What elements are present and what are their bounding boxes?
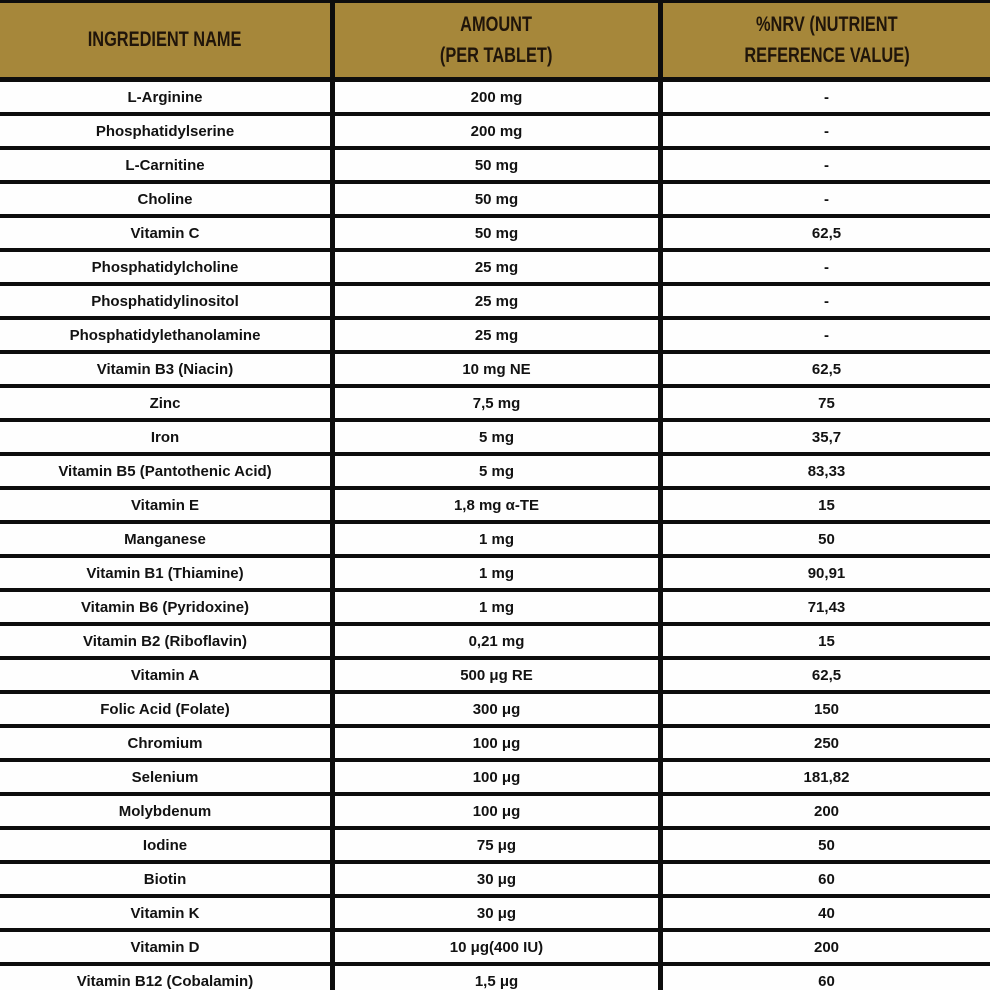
amount-cell: 30 μg xyxy=(330,864,663,894)
ingredient-name-cell: Zinc xyxy=(149,394,181,412)
nrv-cell: 90,91 xyxy=(807,564,846,582)
header-ingredient-name xyxy=(0,3,330,77)
ingredient-name-cell: Folic Acid (Folate) xyxy=(100,700,230,718)
amount-cell: 1 mg xyxy=(330,558,663,588)
header-amount xyxy=(330,3,663,77)
nrv-cell: 71,43 xyxy=(807,598,846,616)
nrv-cell: 150 xyxy=(813,700,840,718)
ingredient-name-cell: Iodine xyxy=(142,836,188,854)
nrv-cell: 200 xyxy=(813,802,840,820)
amount-cell: 500 μg RE xyxy=(330,660,663,690)
table-row xyxy=(0,286,990,320)
header-amount-line1: AMOUNT xyxy=(460,12,533,36)
amount-cell: 50 mg xyxy=(330,218,663,248)
header-ingredient-name-label: INGREDIENT NAME xyxy=(88,28,242,52)
table-row xyxy=(0,150,990,184)
nrv-cell: 75 xyxy=(818,394,835,412)
ingredient-name-cell: Phosphatidylcholine xyxy=(91,258,239,276)
table-row xyxy=(0,184,990,218)
ingredient-name-cell: Phosphatidylinositol xyxy=(91,292,239,310)
table-row xyxy=(0,694,990,728)
table-row xyxy=(0,592,990,626)
ingredient-name-cell: Vitamin E xyxy=(130,496,200,514)
amount-cell: 1,8 mg α-TE xyxy=(330,490,663,520)
ingredient-name-cell: Vitamin B12 (Cobalamin) xyxy=(76,972,254,990)
ingredient-name-cell: Vitamin B2 (Riboflavin) xyxy=(83,632,247,650)
ingredient-name-cell: Molybdenum xyxy=(118,802,212,820)
nrv-cell: 83,33 xyxy=(807,462,846,480)
amount-cell: 100 μg xyxy=(330,762,663,792)
ingredient-name-cell: Vitamin B1 (Thiamine) xyxy=(86,564,244,582)
table-row xyxy=(0,660,990,694)
amount-cell: 100 μg xyxy=(330,728,663,758)
table-row xyxy=(0,558,990,592)
table-row xyxy=(0,796,990,830)
nrv-cell: - xyxy=(824,88,829,106)
ingredient-name-cell: Selenium xyxy=(131,768,199,786)
nrv-cell: 60 xyxy=(818,870,835,888)
amount-cell: 200 mg xyxy=(330,82,663,112)
table-row xyxy=(0,388,990,422)
table-row xyxy=(0,116,990,150)
table-header-row xyxy=(0,3,990,82)
header-nrv-line2: REFERENCE VALUE) xyxy=(743,44,910,67)
amount-cell: 25 mg xyxy=(330,286,663,316)
nrv-cell: - xyxy=(824,156,829,174)
ingredient-name-cell: Vitamin B3 (Niacin) xyxy=(96,360,234,378)
nrv-cell: 181,82 xyxy=(803,768,850,786)
amount-cell: 10 mg NE xyxy=(330,354,663,384)
amount-cell: 200 mg xyxy=(330,116,663,146)
nrv-cell: 15 xyxy=(818,632,835,650)
amount-cell: 1 mg xyxy=(330,592,663,622)
amount-cell: 1,5 μg xyxy=(330,966,663,990)
table-row xyxy=(0,864,990,898)
table-row xyxy=(0,252,990,286)
table-row xyxy=(0,218,990,252)
nrv-cell: - xyxy=(824,190,829,208)
ingredient-name-cell: Vitamin C xyxy=(130,224,200,242)
ingredient-name-cell: Chromium xyxy=(127,734,203,752)
header-nrv xyxy=(663,3,990,77)
amount-cell: 50 mg xyxy=(330,150,663,180)
amount-cell: 75 μg xyxy=(330,830,663,860)
nrv-cell: - xyxy=(824,292,829,310)
amount-cell: 5 mg xyxy=(330,422,663,452)
nrv-cell: 15 xyxy=(818,496,835,514)
nrv-cell: 50 xyxy=(818,530,835,548)
table-row xyxy=(0,456,990,490)
table-row xyxy=(0,626,990,660)
nrv-cell: 62,5 xyxy=(811,360,842,378)
ingredient-name-cell: Phosphatidylserine xyxy=(95,122,235,140)
nrv-cell: - xyxy=(824,258,829,276)
ingredient-name-cell: L-Carnitine xyxy=(125,156,205,174)
nrv-cell: 35,7 xyxy=(811,428,842,446)
amount-cell: 25 mg xyxy=(330,252,663,282)
ingredient-name-cell: Iron xyxy=(150,428,180,446)
amount-cell: 1 mg xyxy=(330,524,663,554)
ingredient-name-cell: Choline xyxy=(137,190,193,208)
nrv-cell: - xyxy=(824,122,829,140)
ingredient-name-cell: Vitamin D xyxy=(130,938,200,956)
table-row xyxy=(0,354,990,388)
table-row xyxy=(0,966,990,990)
ingredient-name-cell: L-Arginine xyxy=(127,88,203,106)
amount-cell: 10 μg(400 IU) xyxy=(330,932,663,962)
table-row xyxy=(0,728,990,762)
table-row xyxy=(0,320,990,354)
amount-cell: 5 mg xyxy=(330,456,663,486)
ingredient-name-cell: Vitamin K xyxy=(130,904,200,922)
nrv-cell: 60 xyxy=(818,972,835,990)
table-row xyxy=(0,524,990,558)
header-nrv-line1: %NRV (NUTRIENT xyxy=(755,12,898,36)
amount-cell: 7,5 mg xyxy=(330,388,663,418)
ingredient-name-cell: Manganese xyxy=(124,530,206,548)
nrv-cell: 200 xyxy=(813,938,840,956)
nrv-cell: 40 xyxy=(818,904,835,922)
nrv-cell: 250 xyxy=(813,734,840,752)
table-body xyxy=(0,82,990,990)
nrv-cell: 62,5 xyxy=(811,224,842,242)
amount-cell: 25 mg xyxy=(330,320,663,350)
amount-cell: 50 mg xyxy=(330,184,663,214)
ingredient-name-cell: Vitamin B5 (Pantothenic Acid) xyxy=(58,462,272,480)
table-row xyxy=(0,830,990,864)
amount-cell: 30 μg xyxy=(330,898,663,928)
amount-cell: 300 μg xyxy=(330,694,663,724)
amount-cell: 0,21 mg xyxy=(330,626,663,656)
table-row xyxy=(0,422,990,456)
ingredient-name-cell: Vitamin A xyxy=(130,666,200,684)
table-row xyxy=(0,932,990,966)
table-row xyxy=(0,490,990,524)
table-row xyxy=(0,898,990,932)
ingredient-name-cell: Biotin xyxy=(143,870,187,888)
amount-cell: 100 μg xyxy=(330,796,663,826)
ingredient-name-cell: Phosphatidylethanolamine xyxy=(69,326,261,344)
ingredient-name-cell: Vitamin B6 (Pyridoxine) xyxy=(80,598,250,616)
nrv-cell: - xyxy=(824,326,829,344)
nrv-cell: 62,5 xyxy=(811,666,842,684)
table-row xyxy=(0,82,990,116)
nrv-cell: 50 xyxy=(818,836,835,854)
table-row xyxy=(0,762,990,796)
header-amount-line2: (PER TABLET) xyxy=(440,44,553,67)
